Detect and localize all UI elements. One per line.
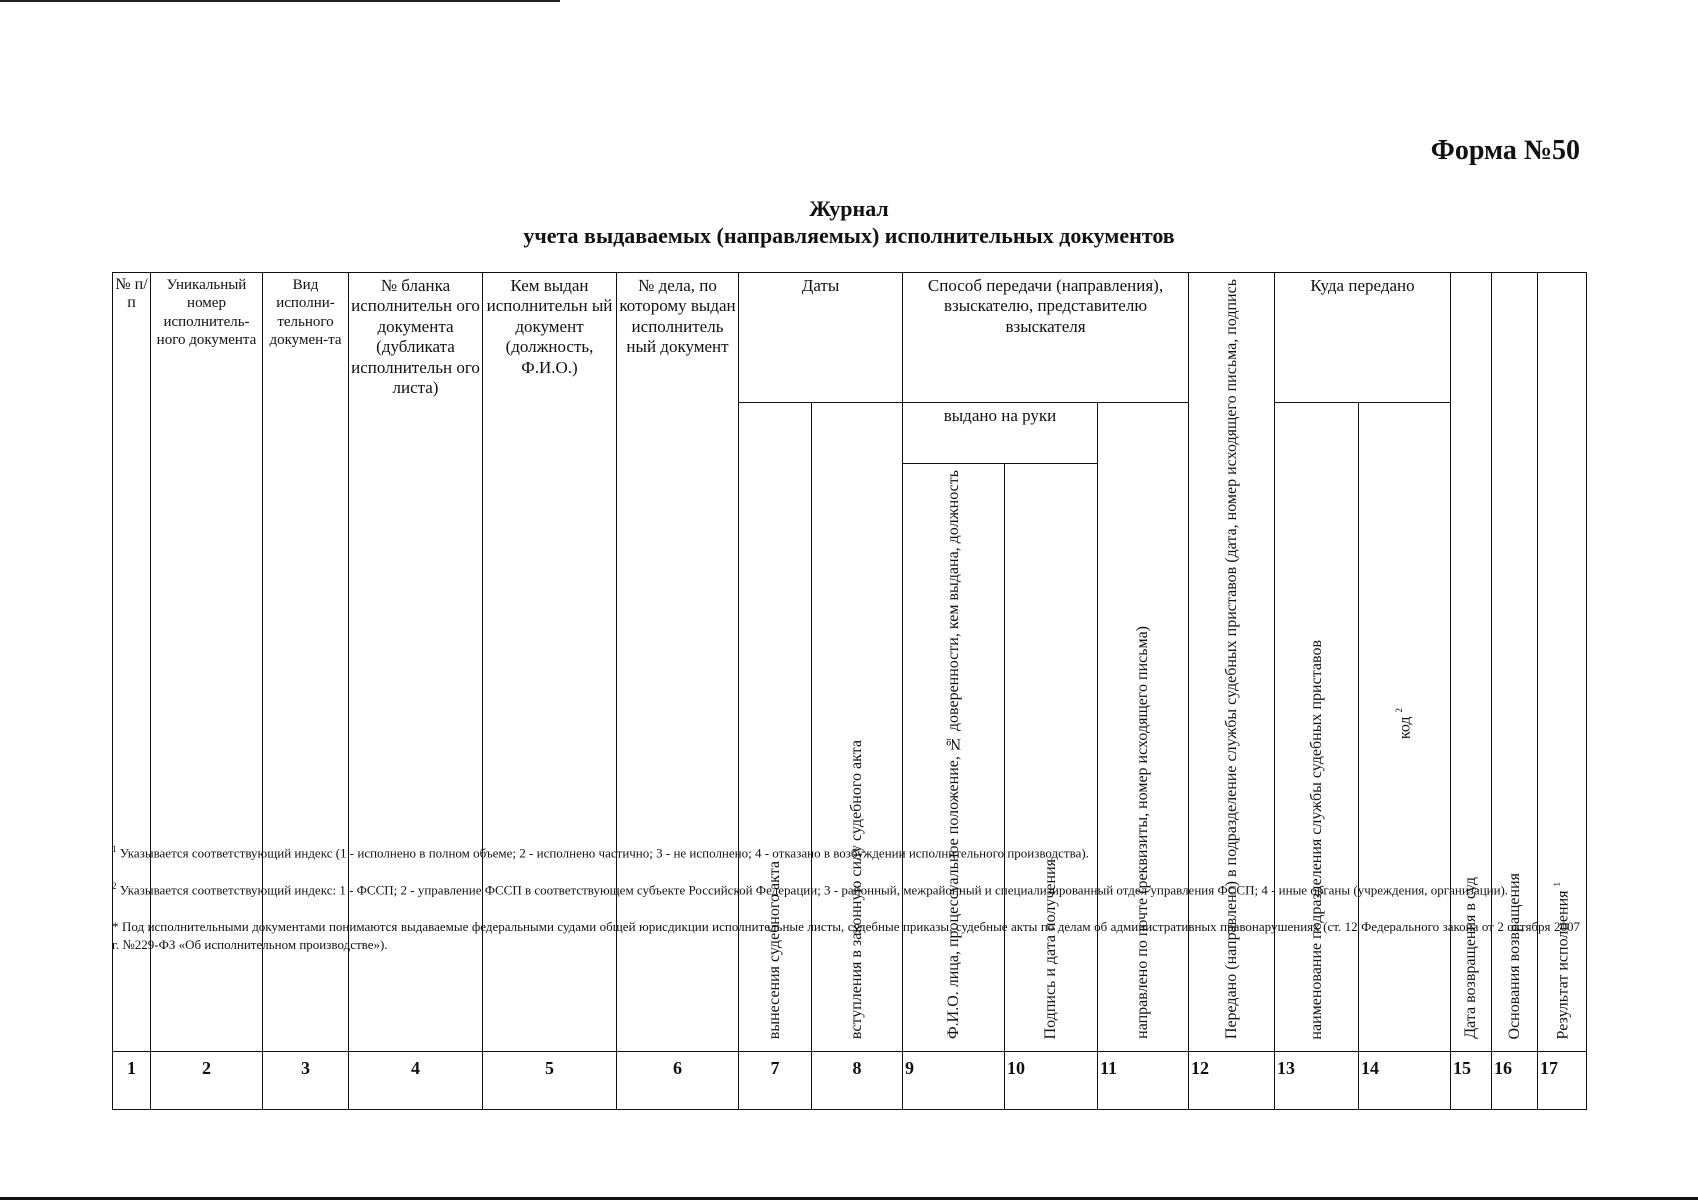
header-dates-group: Даты — [739, 273, 903, 403]
header-return-grounds: Основания возвращения — [1492, 273, 1538, 1052]
column-number: 5 — [483, 1051, 617, 1109]
header-unique-number: Уникальный номер исполнитель-ного документа — [151, 273, 263, 1052]
header-issued-by: Кем выдан исполнительн ый документ (должность, Ф.И.О.) — [483, 273, 617, 1052]
header-execution-result: Результат исполнения $^1$ — [1538, 273, 1587, 1052]
journal-table — [112, 272, 1587, 1110]
column-number: 8 — [812, 1051, 903, 1109]
column-number: 9 — [903, 1051, 1005, 1109]
column-number: 11 — [1098, 1051, 1189, 1109]
header-transfer-method-group: Способ передачи (направления), взыскателю, представителю взыскателя — [903, 273, 1189, 403]
column-number: 4 — [349, 1051, 483, 1109]
column-number: 12 — [1189, 1051, 1275, 1109]
header-code: код $^2$ — [1359, 403, 1451, 1052]
column-number: 6 — [617, 1051, 739, 1109]
header-signature-date: Подпись и дата получения — [1005, 464, 1098, 1051]
header-recipient-name: Ф.И.О. лица, процессуальное положение, № доверенности, кем выдана, должность — [903, 464, 1005, 1051]
column-number: 2 — [151, 1051, 263, 1109]
column-number: 13 — [1275, 1051, 1359, 1109]
journal-subtitle: учета выдаваемых (направляемых) исполнительных документов — [523, 223, 1175, 248]
column-number: 16 — [1492, 1051, 1538, 1109]
header-case-number: № дела, по которому выдан исполнитель ный документ — [617, 273, 739, 1052]
header-bailiff-division-name: наименование подразделения службы судебных приставов — [1275, 403, 1359, 1052]
column-number: 15 — [1451, 1051, 1492, 1109]
column-number: 7 — [739, 1051, 812, 1109]
header-return-date: Дата возвращения в суд — [1451, 273, 1492, 1052]
form-number: Форма №50 — [1430, 135, 1580, 166]
footnote-2: $^2$ Указывается соответствующий индекс: 1 - ФССП; 2 - управление ФССП в соответствующем субъекте Российской Федерации; 3 - районный, межрайонный и специализированный отдел управления ФССП; 4 - иные органы (учреждения, организации). — [112, 881, 1509, 898]
header-document-type: Вид исполни-тельного докумен-та — [263, 273, 349, 1052]
header-blank-number: № бланка исполнительн ого документа (дубликата исполнительн ого листа) — [349, 273, 483, 1052]
header-sent-by-mail: направлено по почте (реквизиты, номер исходящего письма) — [1098, 403, 1189, 1052]
column-number: 3 — [263, 1051, 349, 1109]
column-number: 17 — [1538, 1051, 1587, 1109]
header-handed-group: выдано на руки — [903, 403, 1098, 464]
footnote-asterisk: * Под исполнительными документами понимаются выдаваемые федеральными судами общей юрисдикции исполнительные листы, судебные приказы, судебные акты по делам об административных правонарушениях (ст. 12 Федерального закона от 2 октября 2007 г. №229-ФЗ «Об исполнительном производстве»). — [112, 919, 1580, 952]
column-number: 1 — [113, 1051, 151, 1109]
header-row-number: № п/п — [113, 273, 151, 1052]
scan-edge-top — [0, 0, 560, 2]
header-transferred-to-bailiffs: Передано (направлено) в подразделение службы судебных приставов (дата, номер исходящего письма, подпись — [1189, 273, 1275, 1052]
column-number: 10 — [1005, 1051, 1098, 1109]
header-where-transferred-group: Куда передано — [1275, 273, 1451, 403]
footnote-1: $^1$ Указывается соответствующий индекс (1 - исполнено в полном объеме; 2 - исполнено частично; 3 - не исполнено; 4 - отказано в возбуждении исполнительного производства). — [112, 844, 1089, 861]
column-number-row — [113, 1051, 1587, 1109]
header-effective-date: вступления в законную силу судебного акта — [812, 403, 903, 1052]
column-number: 14 — [1359, 1051, 1451, 1109]
journal-title: Журнал — [809, 196, 889, 221]
header-judgment-date: вынесения судебного акта — [739, 403, 812, 1052]
